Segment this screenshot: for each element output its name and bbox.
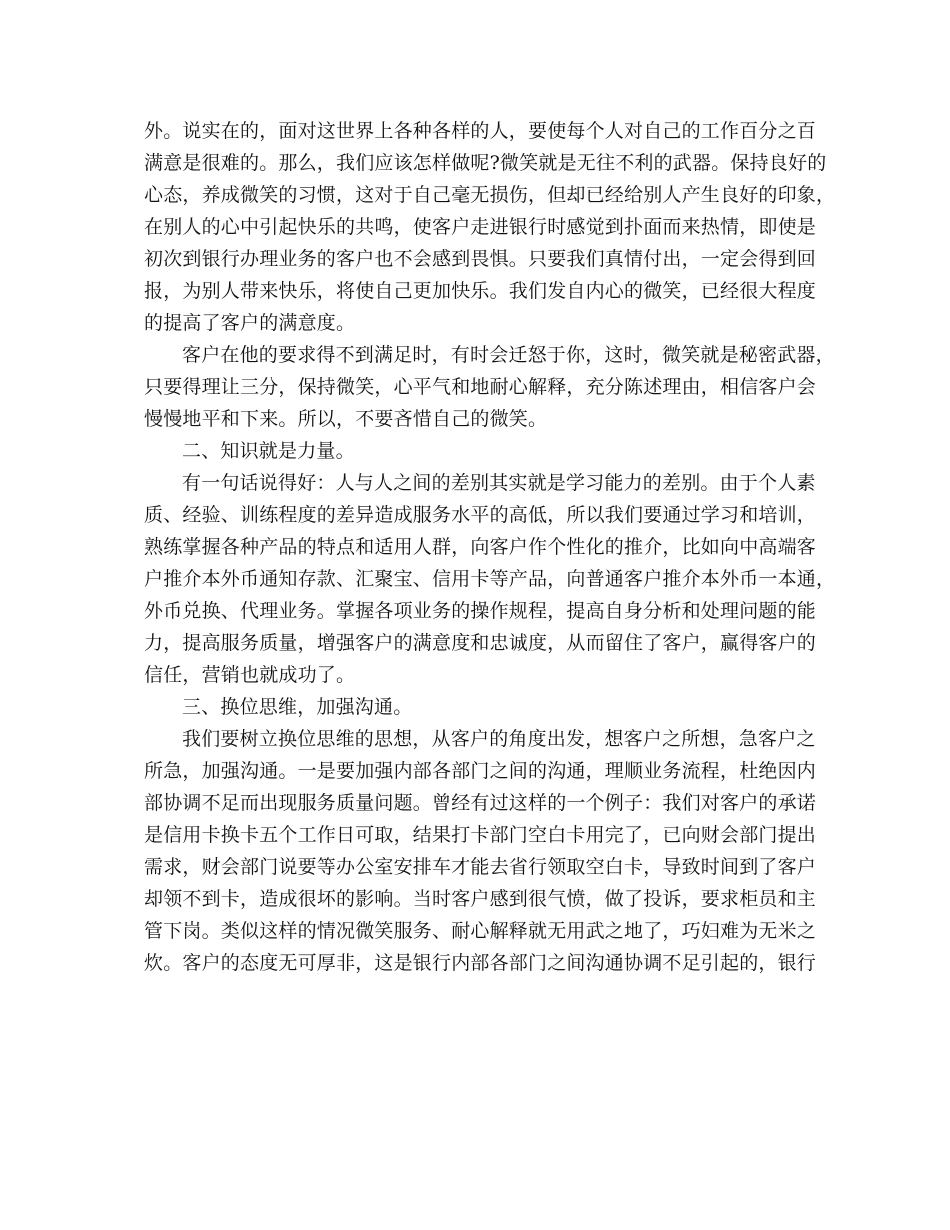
text-line: 所急，加强沟通。一是要加强内部各部门之间的沟通，理顺业务流程，杜绝因内 xyxy=(144,760,817,782)
text-line: 心态，养成微笑的习惯，这对于自己毫无损伤，但却已经给别人产生良好的印象， xyxy=(144,184,836,206)
text-line: 初次到银行办理业务的客户也不会感到畏惧。只要我们真情付出，一定会得到回 xyxy=(144,248,817,270)
text-line: 质、经验、训练程度的差异造成服务水平的高低，所以我们要通过学习和培训， xyxy=(144,504,817,526)
text-line: 熟练掌握各种产品的特点和适用人群，向客户作个性化的推介，比如向中高端客 xyxy=(144,536,817,558)
text-line: 客户在他的要求得不到满足时，有时会迁怒于你，这时，微笑就是秘密武器， xyxy=(182,344,835,366)
text-line: 只要得理让三分，保持微笑，心平气和地耐心解释，充分陈述理由，相信客户会 xyxy=(144,376,817,398)
text-line: 部协调不足而出现服务质量问题。曾经有过这样的一个例子：我们对客户的承诺 xyxy=(144,792,817,814)
text-line: 有一句话说得好：人与人之间的差别其实就是学习能力的差别。由于个人素 xyxy=(182,472,816,494)
text-line: 却领不到卡，造成很坏的影响。当时客户感到很气愤，做了投诉，要求柜员和主 xyxy=(144,888,817,910)
text-line: 的提高了客户的满意度。 xyxy=(144,312,356,334)
text-line: 满意是很难的。那么，我们应该怎样做呢?微笑就是无往不利的武器。保持良好的 xyxy=(144,152,827,174)
text-line: 我们要树立换位思维的思想，从客户的角度出发，想客户之所想，急客户之 xyxy=(182,728,816,750)
text-line: 慢慢地平和下来。所以，不要吝惜自己的微笑。 xyxy=(144,408,548,430)
text-line: 力，提高服务质量，增强客户的满意度和忠诚度，从而留住了客户，赢得客户的 xyxy=(144,632,817,654)
text-line: 三、换位思维，加强沟通。 xyxy=(182,696,413,718)
text-line: 是信用卡换卡五个工作日可取，结果打卡部门空白卡用完了，已向财会部门提出 xyxy=(144,824,817,846)
body-text xyxy=(144,115,836,979)
text-line: 管下岗。类似这样的情况微笑服务、耐心解释就无用武之地了，巧妇难为无米之 xyxy=(144,920,817,942)
text-line: 报，为别人带来快乐，将使自己更加快乐。我们发自内心的微笑，已经很大程度 xyxy=(144,280,817,302)
text-line: 炊。客户的态度无可厚非，这是银行内部各部门之间沟通协调不足引起的，银行 xyxy=(144,952,817,974)
text-line: 外币兑换、代理业务。掌握各项业务的操作规程，提高自身分析和处理问题的能 xyxy=(144,600,817,622)
text-line: 信任，营销也就成功了。 xyxy=(144,664,356,686)
text-line: 需求，财会部门说要等办公室安排车才能去省行领取空白卡，导致时间到了客户 xyxy=(144,856,817,878)
text-line: 二、知识就是力量。 xyxy=(182,440,355,462)
text-line: 外。说实在的，面对这世界上各种各样的人，要使每个人对自己的工作百分之百 xyxy=(144,120,817,142)
text-line: 在别人的心中引起快乐的共鸣，使客户走进银行时感觉到扑面而来热情，即使是 xyxy=(144,216,817,238)
text-line: 户推介本外币通知存款、汇聚宝、信用卡等产品，向普通客户推介本外币一本通， xyxy=(144,568,836,590)
